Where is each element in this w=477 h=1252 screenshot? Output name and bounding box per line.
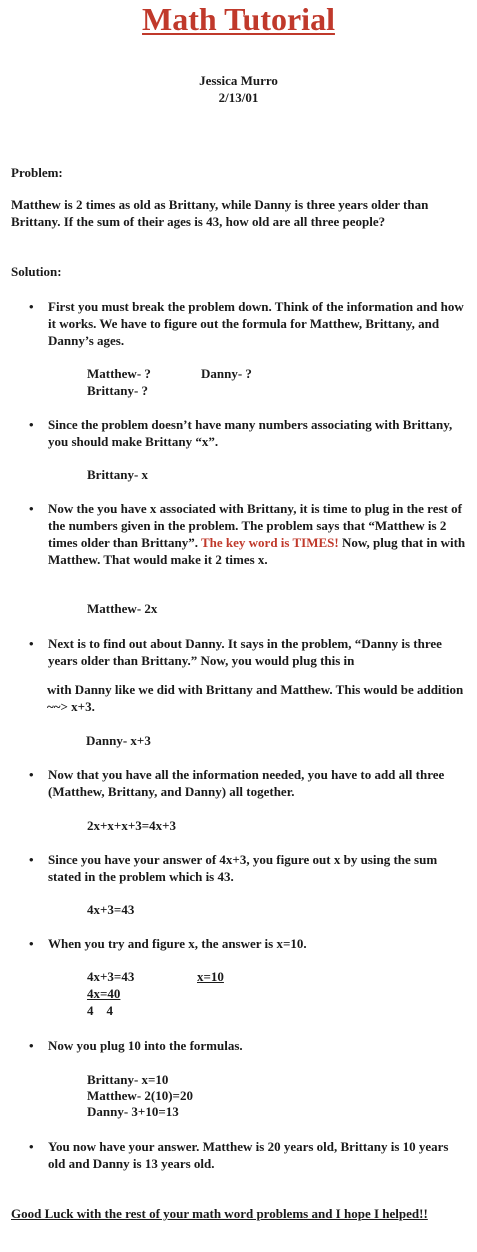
author-name: Jessica Murro: [199, 73, 278, 88]
step-7-text: When you try and figure x, the answer is x=10.: [48, 936, 307, 951]
step-1-matthew: Matthew- ?: [87, 366, 151, 381]
bullet-2: •: [29, 417, 34, 432]
step-3-text-b: Now, plug that in with Matthew. That would make it 2 times x.: [48, 535, 466, 567]
step-9-text: You now have your answer. Matthew is 20 years old, Brittany is 10 years old and Danny is 13 years old.: [48, 1139, 449, 1171]
bullet-8: •: [29, 1038, 34, 1053]
step-3-text-a: Now the you have x associated with Brittany, it is time to plug in the rest of the numbers given in the problem. The problem says that “Matthew is 2 times older than Brittany”.: [48, 501, 462, 550]
bullet-4: •: [29, 636, 34, 651]
bullet-3: •: [29, 501, 34, 516]
step-8-equation-2: Matthew- 2(10)=20: [87, 1088, 193, 1103]
step-5-equation: 2x+x+x+3=4x+3: [87, 818, 177, 833]
step-6-equation: 4x+3=43: [87, 902, 135, 917]
step-8-text: Now you plug 10 into the formulas.: [48, 1038, 243, 1053]
step-7-equation-1: 4x+3=43: [87, 969, 135, 984]
problem-text: Matthew is 2 times as old as Brittany, while Danny is three years older than Brittany. If the sum of their ages is 43, how old are all three people?: [11, 197, 429, 229]
step-2-equation: Brittany- x: [87, 467, 149, 482]
step-7-equation-2: 4x=40: [87, 986, 121, 1001]
step-5-text: Now that you have all the information needed, you have to add all three (Matthew, Brittany, and Danny) all together.: [48, 767, 445, 799]
step-3-text: [48, 500, 468, 568]
step-3-equation: Matthew- 2x: [87, 601, 158, 616]
bullet-9: •: [29, 1139, 34, 1154]
bullet-5: •: [29, 767, 34, 782]
bullet-6: •: [29, 852, 34, 867]
step-7-result: x=10: [197, 969, 224, 984]
page-title: Math Tutorial: [142, 1, 335, 37]
step-8-equation-3: Danny- 3+10=13: [87, 1104, 179, 1119]
step-6-text: Since you have your answer of 4x+3, you figure out x by using the sum stated in the problem which is 43.: [48, 852, 438, 884]
step-4-text-b: with Danny like we did with Brittany and Matthew. This would be addition ~~> x+3.: [47, 682, 464, 714]
step-1-danny: Danny- ?: [201, 366, 252, 381]
solution-heading: Solution:: [11, 264, 62, 279]
step-2-text: Since the problem doesn’t have many numbers associating with Brittany, you should make Brittany “x”.: [48, 417, 453, 449]
date-text: 2/13/01: [218, 90, 259, 105]
closing-message: Good Luck with the rest of your math word problems and I hope I helped!!: [11, 1206, 428, 1221]
bullet-1: •: [29, 299, 34, 314]
step-8-equation-1: Brittany- x=10: [87, 1072, 169, 1087]
step-1-text: First you must break the problem down. Think of the information and how it works. We have to figure out the formula for Matthew, Brittany, and Danny’s ages.: [48, 299, 464, 348]
bullet-7: •: [29, 936, 34, 951]
step-4-equation: Danny- x+3: [86, 733, 151, 748]
problem-heading: Problem:: [11, 165, 63, 180]
step-4-text-a: Next is to find out about Danny. It says in the problem, “Danny is three years older than Brittany.” Now, you would plug this in: [48, 636, 442, 668]
step-1-brittany: Brittany- ?: [87, 383, 149, 398]
step-7-divisors: 4 4: [87, 1003, 113, 1018]
key-word-note: The key word is TIMES!: [201, 535, 339, 550]
